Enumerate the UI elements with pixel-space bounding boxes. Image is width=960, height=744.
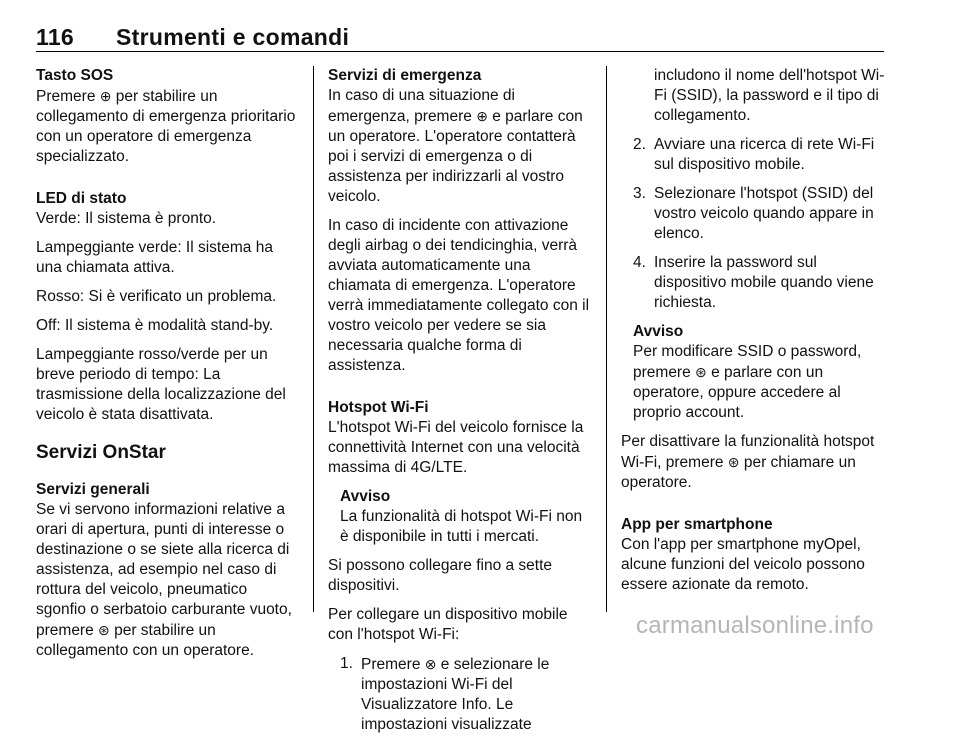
- page-number: 116: [36, 24, 75, 50]
- onstar-button-icon: ⊛: [695, 364, 707, 380]
- steps-list-continued: [633, 66, 889, 313]
- list-item: 4. Inserire la password sul dispositivo mobile quando viene richiesta.: [633, 254, 874, 311]
- hotspot-text: L'hotspot Wi-Fi del veicolo fornisce la connettività Internet con una velocità massima di 4G/LTE.: [328, 419, 584, 476]
- header-rule: [36, 51, 884, 52]
- general-services-text: Se vi servono informazioni relative a orari di apertura, punti di interesse o destinazione o se siete alla ricerca di assistenza, ad esempio nel caso di rottura del veicolo, pneumatico sgonfio o serbatoio carburante vuoto, premere ⊛ per stabilire un collegamento con un operatore.: [36, 501, 292, 659]
- connect-text: Per collegare un dispositivo mobile con l'hotspot Wi-Fi:: [328, 606, 568, 643]
- notice-text: Per modificare SSID o password, premere ⊛ e parlare con un operatore, oppure accedere al proprio account.: [633, 343, 862, 421]
- sos-title: Tasto SOS: [36, 67, 114, 84]
- onstar-button-icon: ⊛: [727, 454, 740, 470]
- notice-box: [340, 487, 593, 547]
- sos-button-icon: ⊕: [99, 88, 112, 104]
- led-off: Off: Il sistema è modalità stand-by.: [36, 317, 274, 334]
- steps-list: [340, 654, 593, 735]
- list-item: 2. Avviare una ricerca di rete Wi-Fi sul dispositivo mobile.: [633, 136, 875, 173]
- hotspot-title: Hotspot Wi-Fi: [328, 399, 429, 416]
- watermark: carmanualsonline.info: [636, 612, 874, 639]
- voice-command-icon: ⊗: [424, 656, 437, 672]
- list-item: 3. Selezionare l'hotspot (SSID) del vostro veicolo quando appare in elenco.: [633, 185, 874, 242]
- notice-box: [633, 322, 889, 423]
- column-2: [328, 66, 593, 744]
- disable-hotspot-text: Per disattivare la funzionalità hotspot Wi-Fi, premere ⊛ per chiamare un operatore.: [621, 433, 875, 491]
- led-green: Verde: Il sistema è pronto.: [36, 210, 217, 227]
- smartphone-app-title: App per smartphone: [621, 516, 773, 533]
- led-title: LED di stato: [36, 190, 127, 207]
- notice-title: Avviso: [633, 323, 684, 340]
- led-red: Rosso: Si è verificato un problema.: [36, 288, 277, 305]
- page-header: [36, 24, 884, 52]
- sos-button-icon: ⊕: [476, 108, 488, 124]
- emergency-title: Servizi di emergenza: [328, 67, 482, 84]
- sos-text: Premere ⊕ per stabilire un collegamento di emergenza prioritario con un operatore di emergenza specializzato.: [36, 88, 296, 165]
- onstar-button-icon: ⊛: [98, 622, 110, 638]
- led-red-green: Lampeggiante rosso/verde per un breve periodo di tempo: La trasmissione della localizzazione del veicolo è stata disattivata.: [36, 346, 286, 423]
- column-3: [621, 66, 889, 604]
- column-divider-2: [606, 66, 607, 612]
- smartphone-app-text: Con l'app per smartphone myOpel, alcune funzioni del veicolo possono essere azionate da remoto.: [621, 536, 865, 593]
- column-1: [36, 66, 298, 670]
- general-services-title: Servizi generali: [36, 481, 150, 498]
- list-item: includono il nome dell'hotspot Wi-Fi (SSID), la password e il tipo di collegamento.: [654, 67, 885, 124]
- onstar-heading: Servizi OnStar: [36, 442, 166, 463]
- devices-text: Si possono collegare fino a sette dispositivi.: [328, 557, 553, 594]
- notice-title: Avviso: [340, 488, 391, 505]
- led-blinking-green: Lampeggiante verde: Il sistema ha una chiamata attiva.: [36, 239, 273, 276]
- accident-text: In caso di incidente con attivazione degli airbag o dei tendicinghia, verrà avviata automaticamente una chiamata di emergenza. L'operatore verrà immediatamente collegato con il vostro veicolo per vedere se sia necessaria qualche forma di assistenza.: [328, 217, 590, 374]
- emergency-text: In caso di una situazione di emergenza, premere ⊕ e parlare con un operatore. L'operatore contatterà poi i servizi di emergenza o di assistenza per indirizzarli al vostro veicolo.: [328, 87, 583, 205]
- list-item: 1. Premere ⊗ e selezionare le impostazioni Wi-Fi del Visualizzatore Info. Le impostazioni visualizzate: [340, 655, 550, 733]
- chapter-title: Strumenti e comandi: [116, 24, 350, 50]
- notice-text: La funzionalità di hotspot Wi-Fi non è disponibile in tutti i mercati.: [340, 508, 583, 545]
- column-divider-1: [313, 66, 314, 612]
